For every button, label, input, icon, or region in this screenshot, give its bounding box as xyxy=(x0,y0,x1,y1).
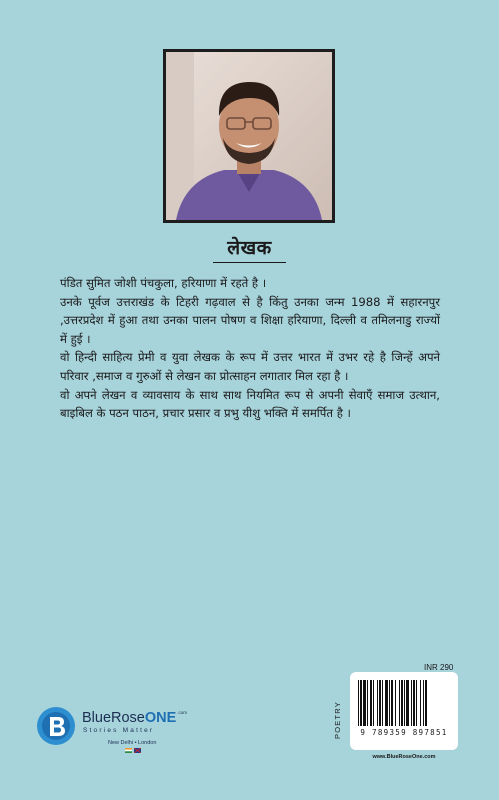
flags-icon xyxy=(125,748,141,753)
barcode-bar xyxy=(425,680,427,726)
isbn-barcode xyxy=(350,672,458,750)
barcode-bar xyxy=(377,680,378,726)
barcode-bar xyxy=(416,680,417,726)
bio-paragraph: पंडित सुमित जोशी पंचकुला, हरियाणा में रहते है । xyxy=(60,276,267,290)
author-portrait-image xyxy=(166,52,332,220)
publisher-name-part1: BlueRose xyxy=(82,710,145,726)
barcode-bar xyxy=(360,680,362,726)
barcode-bar xyxy=(401,680,403,726)
genre-label: POETRY xyxy=(333,701,342,739)
publisher-logo-icon xyxy=(36,706,76,746)
barcode-bar xyxy=(367,680,368,726)
bio-paragraph: वो अपने लेखन व व्यावसाय के साथ साथ नियमित रूप से अपनी सेवाएँ समाज उत्थान, बाइबिल के पठन पाठन, प्रचार प्रसार व प्रभु यीशु भक्ति में समर्पित है । xyxy=(60,387,440,421)
barcode-bar xyxy=(379,680,381,726)
bio-paragraph: वो हिन्दी साहित्य प्रेमी व युवा लेखक के रूप में उत्तर भारत में उभर रहे है जिन्हें अपने परिवार ,समाज व गुरुओं से लेखन का प्रोत्साहन लगातार मिल रहा है । xyxy=(60,350,440,383)
barcode-bar xyxy=(399,680,400,726)
barcode-bar xyxy=(406,680,409,726)
barcode-bar xyxy=(358,680,359,726)
bio-paragraph: उनके पूर्वज उत्तराखंड के टिहरी गढ़वाल से है किंतु उनका जन्म 1988 में सहारनपुर ,उत्तरप्रदेश में हुआ तथा उनका पालन पोषण व शिक्षा हरियाणा, दिल्ली व तमिलनाडु राज्यों में हुई । xyxy=(60,294,440,346)
barcode-bar xyxy=(411,680,412,726)
barcode-bar xyxy=(420,680,421,726)
publisher-website: www.BlueRoseOne.com xyxy=(372,754,436,760)
barcode-bar xyxy=(373,680,374,726)
author-photo xyxy=(163,49,335,223)
heading-underline xyxy=(213,262,286,263)
price-label: INR 290 xyxy=(424,663,454,672)
barcode-bar xyxy=(389,680,390,726)
barcode-bar xyxy=(395,680,396,726)
barcode-bar xyxy=(391,680,393,726)
publisher-tagline: Stories Matter xyxy=(83,727,155,734)
publisher-name-part2: ONE xyxy=(144,710,177,726)
barcode-bar xyxy=(413,680,415,726)
barcode-bar xyxy=(382,680,383,726)
barcode-bar xyxy=(363,680,366,726)
barcode-bar xyxy=(370,680,372,726)
isbn-number: 9 789359 897851 xyxy=(360,728,448,737)
author-bio xyxy=(60,274,440,423)
publisher-name-suffix: .com xyxy=(177,710,188,715)
barcode-bar xyxy=(385,680,388,726)
author-heading: लेखक xyxy=(227,237,272,259)
publisher-cities: New Delhi • London xyxy=(108,740,157,746)
publisher-name xyxy=(82,710,187,726)
barcode-bars xyxy=(358,680,450,726)
barcode-bar xyxy=(404,680,405,726)
barcode-bar xyxy=(423,680,424,726)
